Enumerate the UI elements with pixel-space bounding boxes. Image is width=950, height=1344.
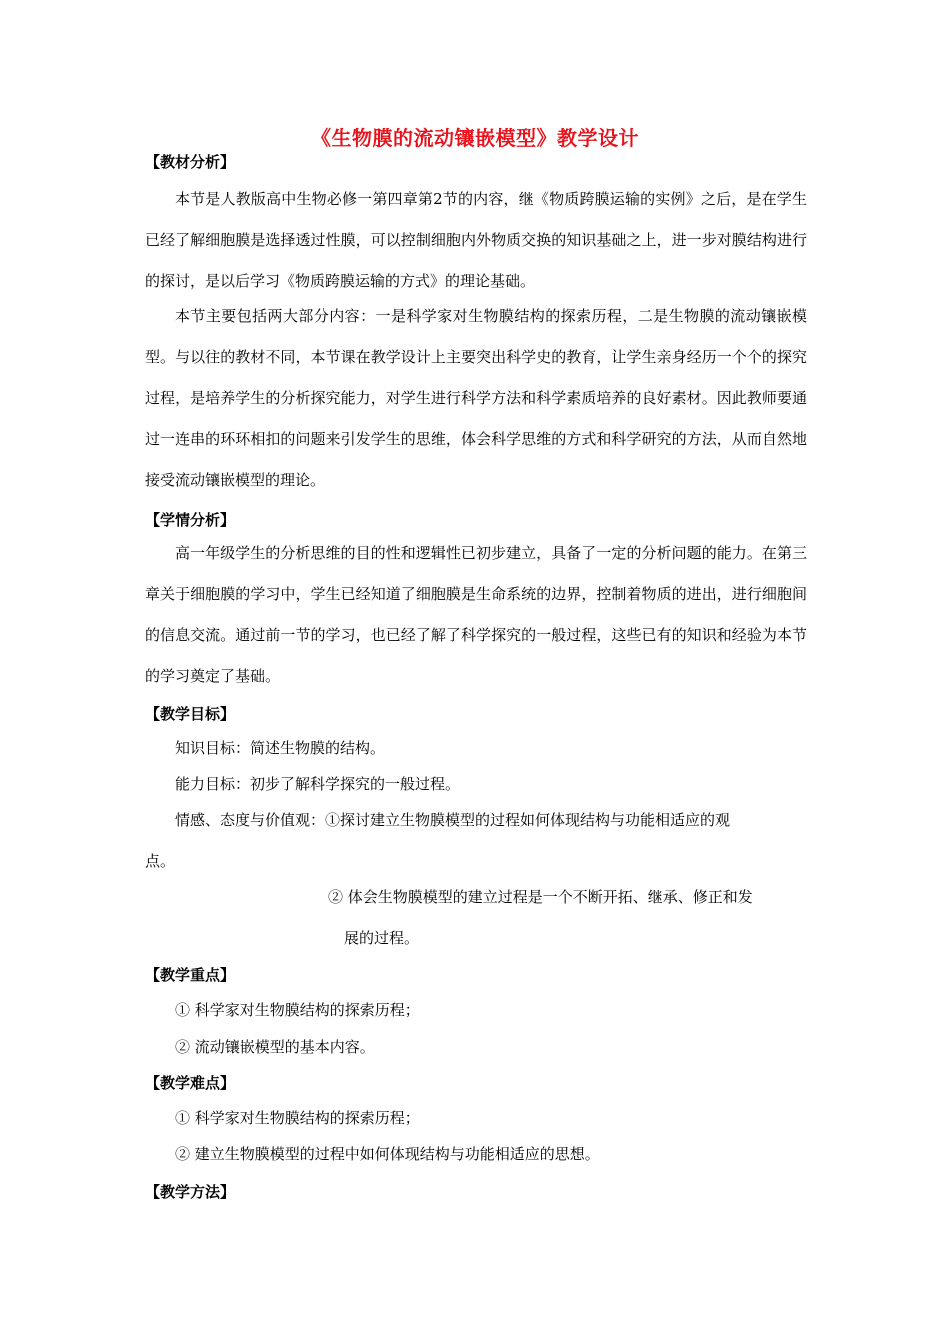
paragraph-material-2: 本节主要包括两大部分内容：一是科学家对生物膜结构的探索历程，二是生物膜的流动镶嵌模型。与以往的教材不同，本节课在教学设计上主要突出科学史的教育，让学生亲身经历一个个的探究过程，是培养学生的分析探究能力，对学生进行科学方法和科学素质培养的良好素材。因此教师要通过一连串的环环相扣的问题来引发学生的思维，体会科学思维的方式和科学研究的方法，从而自然地接受流动镶嵌模型的理论。: [145, 307, 807, 489]
heading-material-analysis: 【教材分析】: [145, 153, 236, 171]
goal-emotion-line-1: 情感、态度与价值观：①探讨建立生物膜模型的过程如何体现结构与功能相适应的观: [175, 811, 731, 829]
heading-difficulties: 【教学难点】: [145, 1074, 236, 1092]
goal-knowledge: 知识目标：简述生物膜的结构。: [175, 739, 386, 757]
paragraph-material-1: 本节是人教版高中生物必修一第四章第2节的内容，继《物质跨膜运输的实例》之后，是在学生已经了解细胞膜是选择透过性膜，可以控制细胞内外物质交换的知识基础之上，进一步对膜结构进行的探讨，是以后学习《物质跨膜运输的方式》的理论基础。: [145, 190, 807, 290]
goal-emotion-line-2: 点。: [145, 852, 176, 870]
heading-student-analysis: 【学情分析】: [145, 511, 236, 529]
difficulty-item-1: ① 科学家对生物膜结构的探索历程；: [175, 1109, 420, 1127]
paragraph-students-1: 高一年级学生的分析思维的目的性和逻辑性已初步建立，具备了一定的分析问题的能力。在第三章关于细胞膜的学习中，学生已经知道了细胞膜是生命系统的边界，控制着物质的进出，进行细胞间的信息交流。通过前一节的学习，也已经了解了科学探究的一般过程，这些已有的知识和经验为本节的学习奠定了基础。: [145, 544, 807, 685]
key-point-item-2: ② 流动镶嵌模型的基本内容。: [175, 1038, 375, 1056]
document-title: 《生物膜的流动镶嵌模型》教学设计: [311, 126, 639, 150]
goal-emotion-sub-line-1: ② 体会生物膜模型的建立过程是一个不断开拓、继承、修正和发: [328, 888, 753, 906]
difficulty-item-2: ② 建立生物膜模型的过程中如何体现结构与功能相适应的思想。: [175, 1145, 600, 1163]
heading-teaching-goals: 【教学目标】: [145, 705, 236, 723]
goal-ability: 能力目标：初步了解科学探究的一般过程。: [175, 775, 461, 793]
heading-teaching-methods: 【教学方法】: [145, 1183, 236, 1201]
heading-key-points: 【教学重点】: [145, 966, 236, 984]
goal-emotion-sub-line-2: 展的过程。: [344, 929, 420, 947]
key-point-item-1: ① 科学家对生物膜结构的探索历程；: [175, 1001, 420, 1019]
